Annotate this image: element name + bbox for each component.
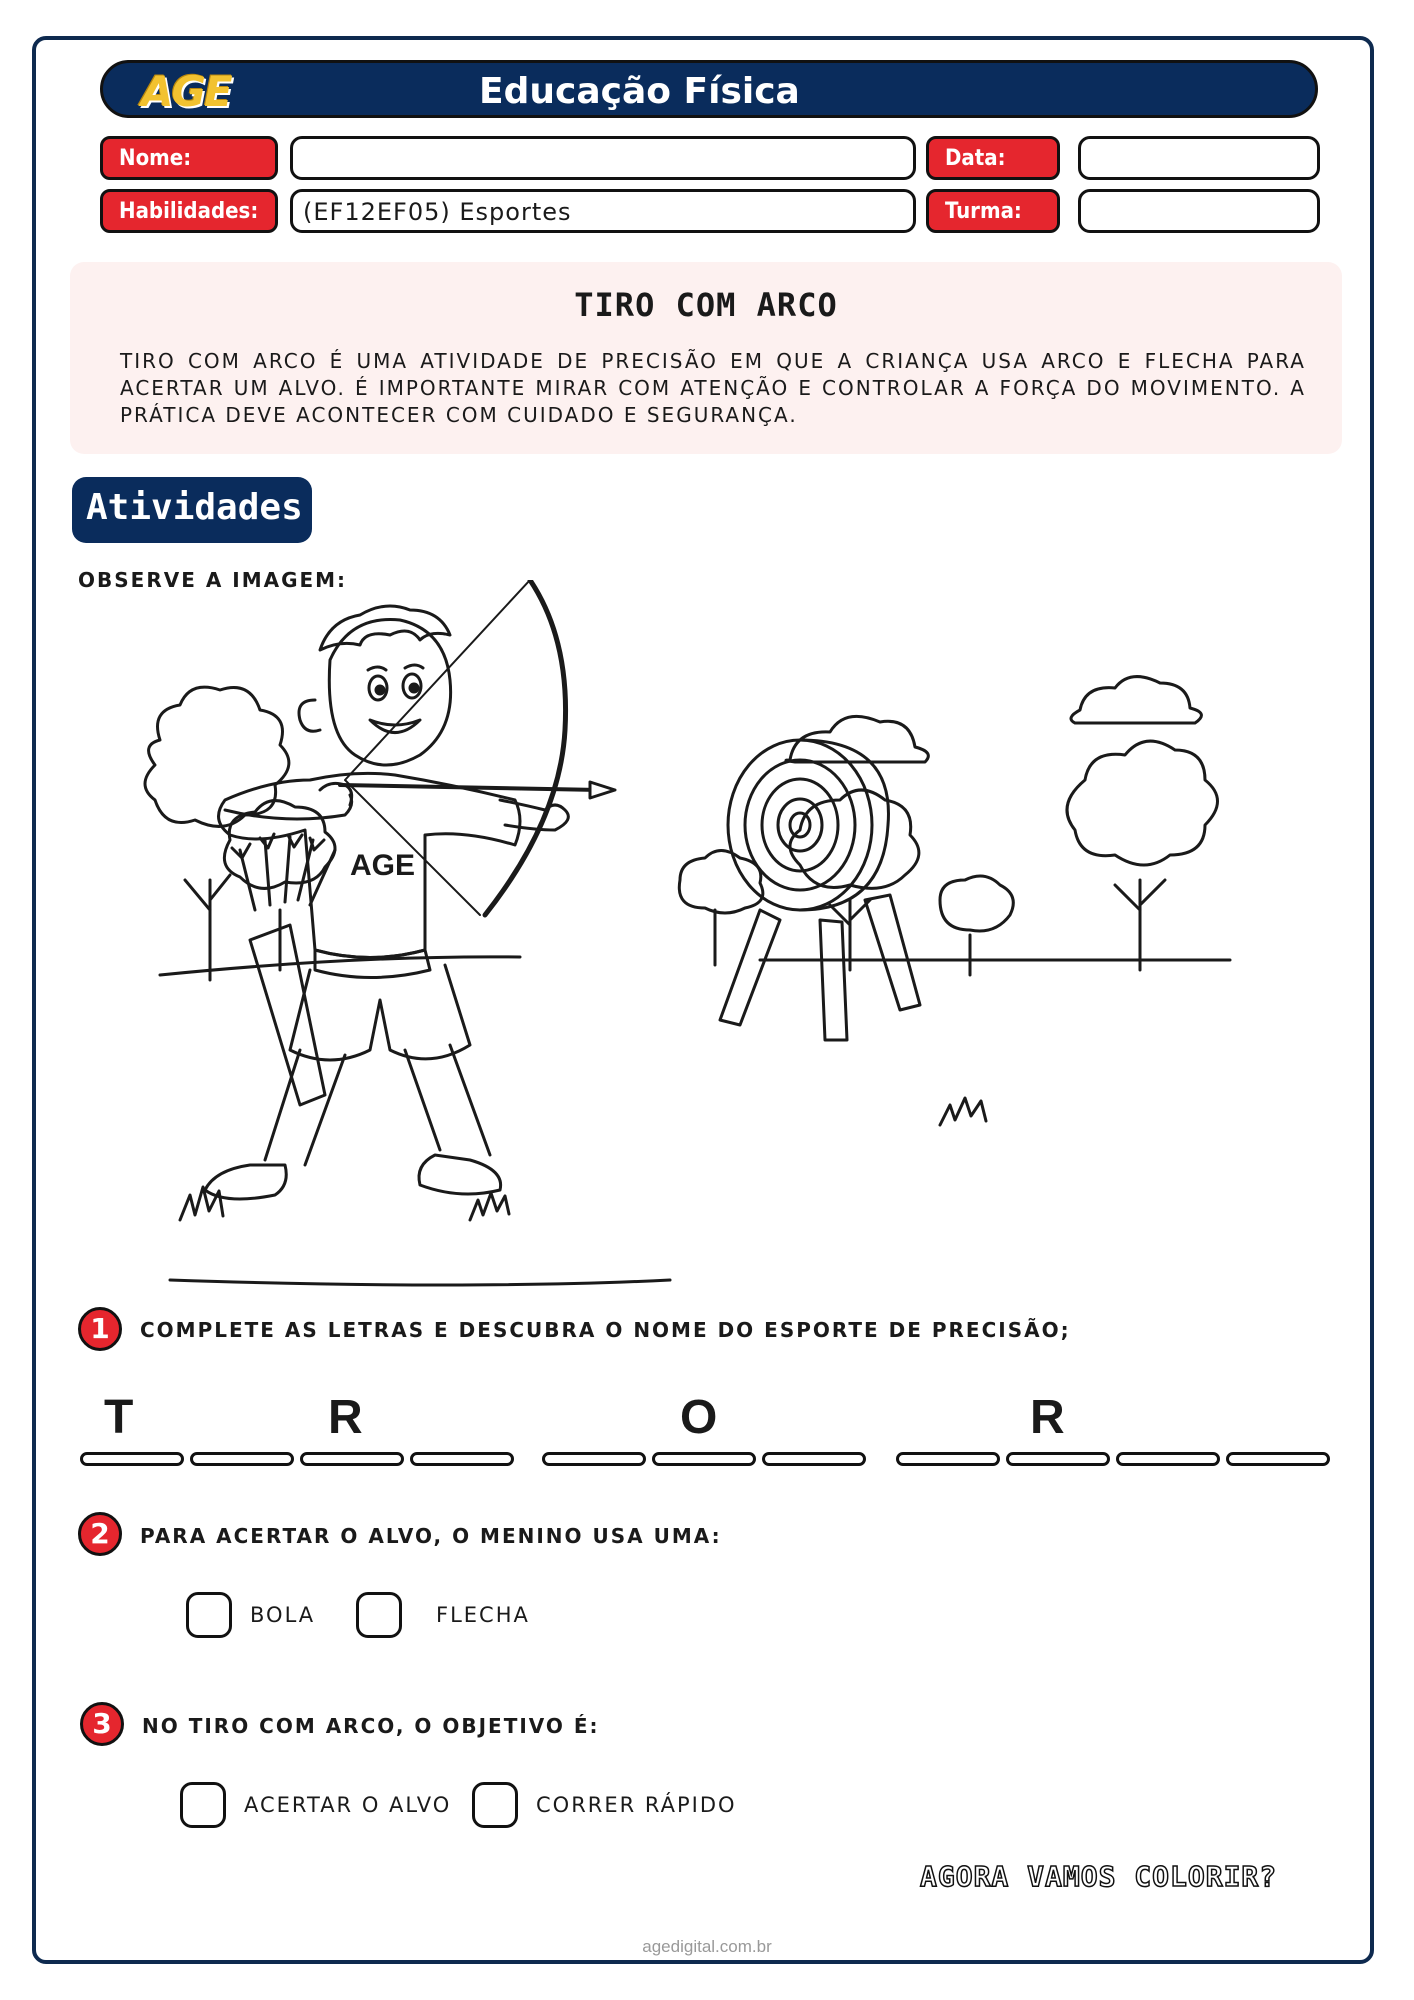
tree-icon — [145, 687, 289, 980]
letter-slot[interactable] — [80, 1452, 184, 1466]
grass-icon — [170, 1187, 670, 1285]
option-label: BOLA — [250, 1603, 316, 1627]
given-letter: R — [1030, 1391, 1065, 1444]
grass-icon — [470, 1193, 509, 1220]
tree-icon — [679, 851, 763, 966]
nome-field[interactable] — [290, 136, 916, 180]
letter-slot[interactable] — [542, 1452, 646, 1466]
letter-slot[interactable] — [300, 1452, 404, 1466]
data-field[interactable] — [1078, 136, 1320, 180]
habilidades-label: Habilidades: — [100, 189, 278, 233]
checkbox-bola[interactable] — [186, 1592, 232, 1638]
letter-slot[interactable] — [1006, 1452, 1110, 1466]
tree-icon — [1067, 741, 1218, 970]
question-text: PARA ACERTAR O ALVO, O MENINO USA UMA: — [140, 1524, 722, 1548]
given-letter: R — [328, 1391, 363, 1444]
question-text: COMPLETE AS LETRAS E DESCUBRA O NOME DO ESPORTE DE PRECISÃO; — [140, 1318, 1071, 1342]
intro-title: TIRO COM ARCO — [574, 286, 838, 324]
question-number: 3 — [80, 1702, 124, 1746]
letter-slot[interactable] — [410, 1452, 514, 1466]
option-label: CORRER RÁPIDO — [536, 1793, 737, 1817]
archery-target — [720, 740, 920, 1040]
nome-label: Nome: — [100, 136, 278, 180]
checkbox-acertar-alvo[interactable] — [180, 1782, 226, 1828]
given-letter: T — [104, 1391, 134, 1444]
question-number: 1 — [78, 1307, 122, 1351]
page-title: Educação Física — [479, 71, 800, 112]
section-title: Atividades — [72, 477, 312, 543]
letter-slot[interactable] — [762, 1452, 866, 1466]
letter-slot[interactable] — [1226, 1452, 1330, 1466]
grass-icon — [940, 1098, 986, 1125]
question-number: 2 — [78, 1512, 122, 1556]
colorir-prompt: AGORA VAMOS COLORIR? — [920, 1860, 1278, 1893]
option-label: FLECHA — [436, 1603, 530, 1627]
checkbox-correr-rapido[interactable] — [472, 1782, 518, 1828]
letter-slot[interactable] — [1116, 1452, 1220, 1466]
option-label: ACERTAR O ALVO — [244, 1793, 452, 1817]
header-bar — [100, 60, 1318, 118]
intro-text: TIRO COM ARCO É UMA ATIVIDADE DE PRECISÃO EM QUE A CRIANÇA USA ARCO E FLECHA PARA ACERTAR UM ALVO. É IMPORTANTE MIRAR COM ATENÇÃO E CONTROLAR A FORÇA DO MOVIMENTO. A PRÁTICA DEVE ACONTECER COM CUIDADO E SEGURANÇA. — [120, 349, 1306, 427]
intro-box — [70, 262, 1342, 454]
age-logo: AGE — [141, 67, 231, 116]
archery-illustration — [120, 580, 1280, 1310]
data-label: Data: — [926, 136, 1060, 180]
turma-field[interactable] — [1078, 189, 1320, 233]
turma-label: Turma: — [926, 189, 1060, 233]
letter-slot[interactable] — [896, 1452, 1000, 1466]
question-text: NO TIRO COM ARCO, O OBJETIVO É: — [142, 1714, 600, 1738]
shirt-text: AGE — [350, 849, 416, 882]
habilidades-field[interactable]: (EF12EF05) Esportes — [290, 189, 916, 233]
observe-label: OBSERVE A IMAGEM: — [78, 568, 348, 592]
cloud-icon — [1071, 677, 1201, 723]
footer-url: agedigital.com.br — [642, 1937, 772, 1956]
given-letter: O — [680, 1391, 718, 1444]
letter-slot[interactable] — [652, 1452, 756, 1466]
letter-slot[interactable] — [190, 1452, 294, 1466]
checkbox-flecha[interactable] — [356, 1592, 402, 1638]
